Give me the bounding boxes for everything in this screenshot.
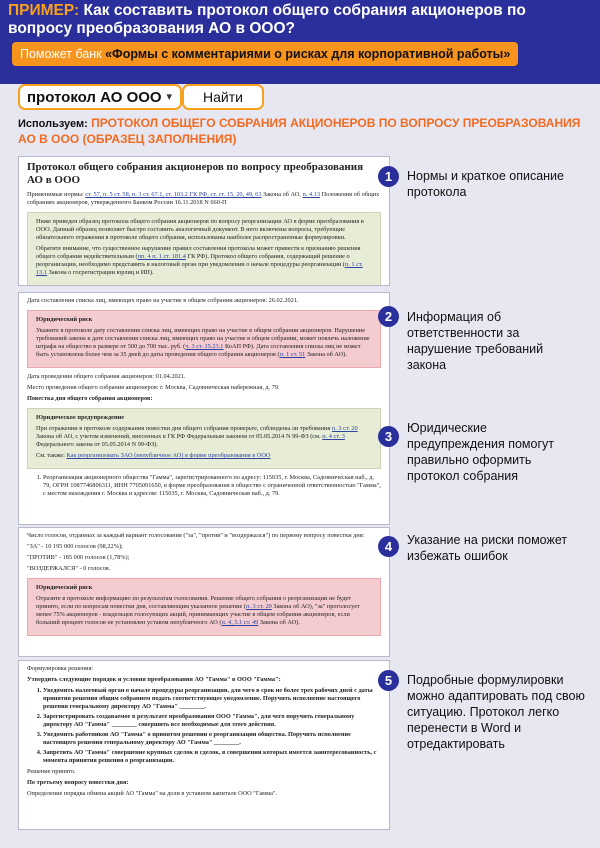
search-value: протокол АО ООО — [27, 89, 162, 106]
risk2-link-1[interactable]: п. 3 ст. 20 — [246, 603, 272, 610]
risk-link-2[interactable]: п. 1 ст. 51 — [279, 351, 306, 358]
norms-link-2[interactable]: п. 4.13 — [302, 191, 321, 198]
risk-text-2: Отразите в протоколе информацию по результатам голосования. Решение общего собрания о реорганизации не будет принято, если по вопросам повестки дня, составляющим указанное решение (п. 3 ст. 20 Закона об АО), "за" проголосует менее 75% акционеров - владельцев голосующих акций, принимающих участие в общем собрании акционеров, если больший процент голосов не установлен уставом непубличного АО (п. 4, 5.1 ст. 49 Закона об АО). — [36, 595, 360, 626]
norms-links[interactable]: ст. 57, п. 5 ст. 58, п. 3 ст. 67.1, ст. 103.2 ГК РФ, ст. ст. 15, 20, 49, 63 — [85, 191, 262, 198]
note-link-2[interactable]: п. 1 ст. 13.1 — [36, 261, 363, 276]
decision-item: 4. Запретить АО "Гамма" совершение крупных сделок и сделок, в совершении которых имеется заинтересованность, с момента принятия решения о реорганизации. — [43, 749, 381, 765]
doc-fragment-3 — [18, 527, 390, 657]
legal-risk-note — [27, 310, 381, 368]
note-link-1[interactable]: пп. 4 п. 1 ст. 181.4 — [137, 253, 186, 260]
vote-abstain: "ВОЗДЕРЖАЛСЯ" - 0 голосов. — [27, 565, 111, 572]
see-also: См. также: Как реорганизовать ЗАО (непубличное АО) в форме преобразования в ООО — [36, 452, 271, 459]
risk-title-2: Юридический риск — [36, 584, 93, 591]
exchange-line: Определение порядка обмена акций АО "Гамма" на доли в уставном капитале ООО "Гамма". — [27, 790, 278, 797]
warning-link-2[interactable]: п. 4 ст. 3 — [322, 433, 345, 440]
approve-line: Утвердить следующие порядок и условия преобразования АО "Гамма" в ООО "Гамма": — [27, 676, 281, 683]
vote-against: "ПРОТИВ" - 185 000 голосов (1,78%); — [27, 554, 130, 561]
banner-bank-name: «Формы с комментариями о рисках для корпоративной работы» — [105, 47, 511, 61]
annotation-number-3: 3 — [378, 426, 399, 447]
info-note — [27, 212, 381, 286]
decision-label: Формулировка решения: — [27, 665, 94, 672]
note-text-1: Ниже приведен образец протокола общего собрания акционеров по вопросу реорганизации АО в форме преобразования в ООО. Данный образец позволяет быстро составить аналогичный документ. В него включены вопросы, требующие обязательного отражения в протоколе общего собрания, использованы наиболее распространенные формулировки. — [36, 218, 364, 241]
bank-banner[interactable] — [12, 42, 518, 66]
search-input[interactable] — [18, 84, 182, 110]
risk-title: Юридический риск — [36, 316, 93, 323]
risk2-link-2[interactable]: п. 4, 5.1 ст. 49 — [221, 619, 259, 626]
banner-prefix: Поможет банк — [20, 47, 106, 61]
used-title[interactable]: ПРОТОКОЛ ОБЩЕГО СОБРАНИЯ АКЦИОНЕРОВ ПО ВОПРОСУ ПРЕОБРАЗОВАНИЯ АО В ООО (ОБРАЗЕЦ ЗАПОЛНЕНИЯ) — [18, 116, 581, 146]
warning-link-1[interactable]: п. 3 ст. 20 — [331, 425, 358, 432]
risk-text: Укажите в протоколе дату составления списка лиц, имеющих право на участие в общем собрании акционеров. Нарушение требований закона к дате составления списка лиц, имеющих право на участие в общем собрании, может повлечь наложение штрафа на общество в размере от 500 до 700 тыс. руб. (ч. 3 ст. 15.23.1 КоАП РФ). Дата составления списка лиц не может быть установлена более чем за 35 дней до даты проведения общего собрания акционеров (п. 1 ст. 51 Закона об АО). — [36, 327, 370, 358]
annotation-4: Указание на риски поможет избежать ошибок — [407, 533, 568, 563]
find-button[interactable]: Найти — [182, 84, 264, 110]
agenda-item-1: 1. Реорганизация акционерного общества "Гамма", зарегистрированного по адресу: 115035, г. Москва, Садовническая наб., д. 79, ОГРН 1087746806311, ИНН 7705091650, в форме преобразования в общество с ограниченной ответственностью "Гамма", с местом нахождения г. Москва и адресом: 115035, г. Москва, Садовническая наб., д. 79. — [43, 474, 381, 498]
warning-title: Юридическое предупреждение — [36, 414, 125, 421]
chevron-down-icon[interactable]: ▾ — [166, 91, 172, 103]
annotation-number-1: 1 — [378, 166, 399, 187]
annotation-2: Информация об ответственности за нарушение требований закона — [407, 310, 544, 372]
used-label: Используем: — [18, 118, 88, 130]
agenda-title: Повестка дня общего собрания акционеров: — [27, 395, 153, 402]
annotation-5: Подробные формулировки можно адаптировать под свою ситуацию. Протокол легко перенести в Word и отредактировать — [407, 673, 585, 751]
annotation-number-4: 4 — [378, 536, 399, 557]
list-date-line: Дата составления списка лиц, имеющих право на участие в общем собрании акционеров: 26.02.2021. — [27, 297, 299, 304]
vote-for: "ЗА" - 10 195 000 голосов (98,22%); — [27, 543, 123, 550]
title-text: Как составить протокол общего собрания акционеров по вопросу преобразования АО в ООО? — [8, 2, 526, 37]
annotation-number-2: 2 — [378, 306, 399, 327]
doc-title: Протокол общего собрания акционеров по вопросу преобразования АО в ООО — [27, 161, 364, 186]
doc-fragment-4 — [18, 660, 390, 830]
decision-item: 2. Зарегистрировать создаваемое в результате преобразования ООО "Гамма", для чего поручить генеральному директору АО "Гамма" ________ совершить все необходимые для этого действия. — [43, 713, 381, 729]
annotation-3: Юридические предупреждения помогут правильно оформить протокол собрания — [407, 421, 555, 483]
meeting-date: Дата проведения общего собрания акционеров: 01.04.2021. — [27, 373, 186, 380]
decision-item: 3. Уведомить работников АО "Гамма" о принятом решении о реорганизации общества. Поручить исполнение настоящего решения генеральному директору АО "Гамма" ________. — [43, 731, 381, 747]
example-label: ПРИМЕР: — [8, 2, 80, 19]
legal-risk-note-2 — [27, 578, 381, 636]
third-question: По третьему вопросу повестки дня: — [27, 779, 129, 786]
annotation-1: Нормы и краткое описание протокола — [407, 169, 564, 199]
page-title — [8, 2, 593, 38]
used-document — [18, 116, 588, 147]
page-header — [0, 0, 600, 84]
meeting-place: Место проведения общего собрания акционеров: г. Москва, Садовническая набережная, д. 79. — [27, 384, 280, 391]
note-text-2: Обратите внимание, что существенное нарушение правил составления протокола может привести к признанию решения общего собрания недействительным (пп. 4 п. 1 ст. 181.4 ГК РФ). Протокол общего собрания, содержащий решение о реорганизации, необходимо представить в налоговый орган при уведомлении о начале процедуры реорганизации (п. 1 ст. 13.1 Закона о госрегистрации юрлиц и ИП). — [36, 245, 363, 276]
see-also-link[interactable]: Как реорганизовать ЗАО (непубличное АО) в форме преобразования в ООО — [66, 452, 271, 459]
doc-fragment-1 — [18, 156, 390, 286]
annotation-number-5: 5 — [378, 670, 399, 691]
legal-warning-note — [27, 408, 381, 469]
votes-intro: Число голосов, отданных за каждый вариант голосования ("за", "против" и "воздержался") по первому вопросу повестки дня: — [27, 532, 365, 539]
norms-line: Применимые нормы: ст. 57, п. 5 ст. 58, п. 3 ст. 67.1, ст. 103.2 ГК РФ, ст. ст. 15, 20, 49, 63 Закона об АО, п. 4.13 Положения об общих собраниях акционеров, утвержденного Банком России 16.11.2018 N 660-П — [27, 191, 380, 206]
decision-item: 1. Уведомить налоговый орган о начале процедуры реорганизации, для чего в срок не более трех рабочих дней с даты принятия решения общим собранием подать соответствующее уведомление. Поручить исполнение настоящего решения генеральному директору АО "Гамма" ________. — [43, 687, 381, 711]
decision-list — [27, 687, 381, 765]
doc-fragment-2 — [18, 292, 390, 525]
risk-link-1[interactable]: ч. 3 ст. 15.23.1 — [185, 343, 224, 350]
adopted-line: Решение принято. — [27, 768, 76, 775]
warning-text: При отражении в протоколе содержания повестки дня общего собрания проверьте, соблюдены ли требования п. 3 ст. 20 Закона об АО, с учетом изменений, внесенных в ГК РФ Федеральным законом от 05.05.2014 N 99-ФЗ (см. п. 4 ст. 3 Федерального закона от 05.05.2014 N 99-ФЗ). — [36, 425, 358, 448]
